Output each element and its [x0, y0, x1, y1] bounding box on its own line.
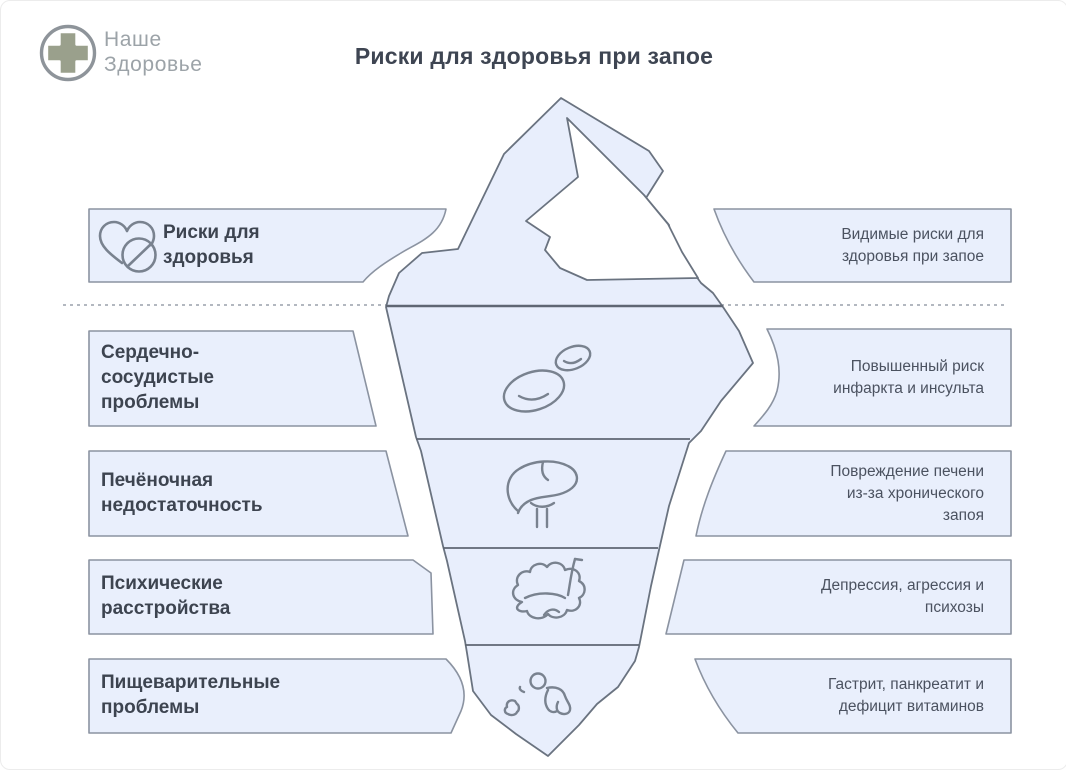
right-label-visible-risks: Видимые риски для здоровья при запое	[841, 225, 984, 265]
left-label-health-risks: Риски для здоровья	[163, 221, 260, 268]
right-label-liver-damage: Повреждение печени из-за хронического запоя	[830, 462, 984, 524]
left-label-digestive: Пищеварительные проблемы	[101, 672, 281, 718]
right-label-gastritis: Гастрит, панкреатит и дефицит витаминов	[828, 676, 984, 715]
page-title: Риски для здоровья при запое	[354, 43, 714, 69]
left-label-mental-disorders: Психические расстройства	[101, 573, 231, 619]
right-label-heart-attack: Повышенный риск инфаркта и инсульта	[833, 357, 984, 397]
right-label-depression: Депрессия, агрессия и психозы	[821, 577, 984, 616]
logo-line-1: Наше	[104, 28, 162, 51]
left-label-liver-failure: Печёночная недостаточность	[101, 469, 263, 516]
left-label-cardiovascular: Сердечно-сосудистые проблемы	[101, 342, 214, 413]
logo-line-2: Здоровье	[104, 52, 203, 76]
